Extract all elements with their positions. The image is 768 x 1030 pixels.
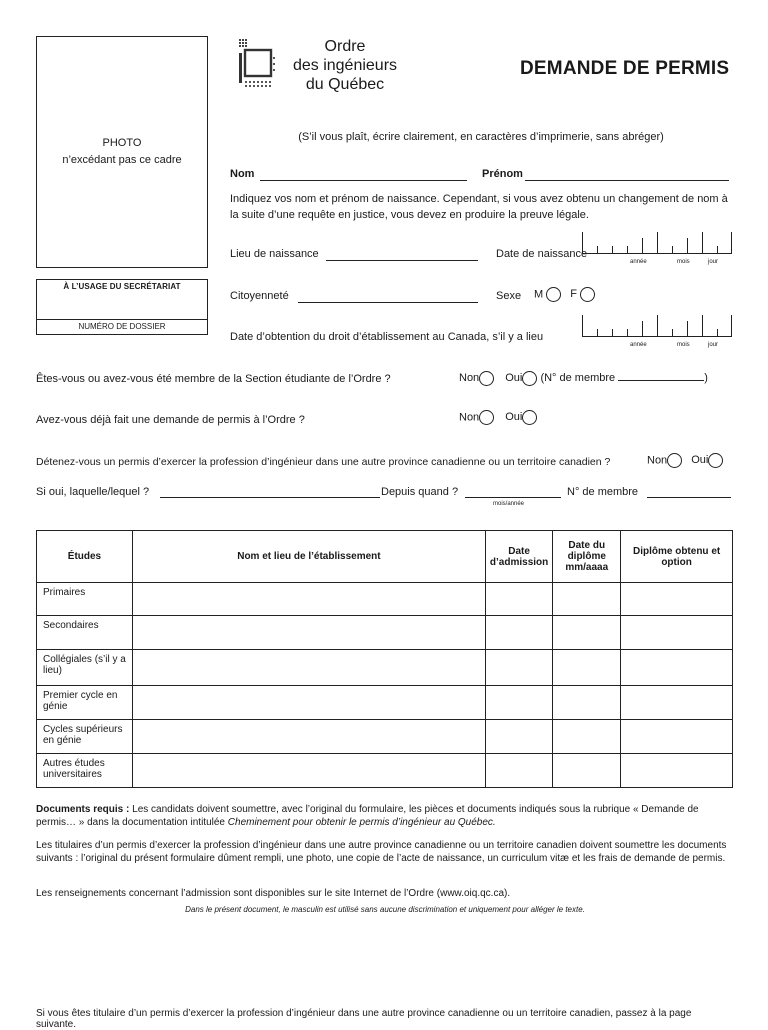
etablissement-cell[interactable] (132, 616, 485, 650)
table-row (37, 720, 733, 754)
date-diplome-cell[interactable] (553, 686, 621, 720)
no-membre-label: N° de membre (567, 486, 639, 498)
prenom-input[interactable] (525, 180, 729, 181)
logo-line-2: des ingénieurs (292, 57, 398, 74)
date-diplome-cell[interactable] (553, 720, 621, 754)
header-date-admission: Date d’admission (485, 531, 552, 583)
q2-oui-label: Oui (505, 411, 523, 424)
question-section-etudiante: Êtes-vous ou avez-vous été membre de la Section étudiante de l’Ordre ? (36, 373, 391, 385)
renseignements-paragraph: Les renseignements concernant l’admission sont disponibles sur le site Internet de l’Ordre (www.oiq.qc.ca). (36, 888, 511, 899)
sexe-m-label: M (534, 288, 544, 301)
q2-non-radio[interactable] (479, 410, 494, 425)
diplome-cell[interactable] (621, 720, 733, 754)
date-admission-cell[interactable] (485, 720, 552, 754)
question-demande-anterieure: Avez-vous déjà fait une demande de permis à l’Ordre ? (36, 414, 305, 426)
photo-instructions (37, 135, 207, 169)
row-label: Primaires (37, 583, 133, 616)
q3-non-radio[interactable] (667, 453, 682, 468)
table-row (37, 754, 733, 788)
diplome-cell[interactable] (621, 650, 733, 686)
date-diplome-cell[interactable] (553, 616, 621, 650)
table-row (37, 616, 733, 650)
q3-non-label: Non (647, 454, 668, 467)
depuis-input[interactable] (465, 484, 561, 498)
nom-label: Nom (230, 168, 255, 180)
documents-requis-paragraph (36, 804, 734, 829)
laquelle-label: Si oui, laquelle/lequel ? (36, 486, 150, 498)
etablissement-cell[interactable] (132, 686, 485, 720)
instruction-text: (S’il vous plaît, écrire clairement, en caractères d’imprimerie, sans abréger) (298, 131, 664, 143)
titulaires-paragraph: Les titulaires d’un permis d’exercer la profession d’ingénieur dans une autre province canadienne ou un territoire canadien doivent soumettre les documents suivants : l’original du présent formulaire dûment rempli, une photo, une copie de l’acte de naissance, un curriculum vitæ et les frais de demande de permis. (36, 840, 727, 864)
header-diplome-option: Diplôme obtenu et option (621, 531, 733, 583)
q1-member-no-close: ) (704, 372, 708, 384)
q1-oui-radio[interactable] (522, 371, 537, 386)
prenom-label: Prénom (482, 168, 523, 180)
documents-requis-label: Documents requis : (36, 804, 130, 815)
q1-oui-label: Oui (505, 372, 523, 384)
etablissement-cell[interactable] (132, 720, 485, 754)
q2-options (459, 410, 537, 425)
photo-size-note: n’excédant pas ce cadre (62, 154, 182, 166)
row-label: Collégiales (s’il y a lieu) (37, 650, 133, 686)
date-admission-cell[interactable] (485, 754, 552, 788)
date-diplome-cell[interactable] (553, 583, 621, 616)
mois-label: mois (677, 259, 690, 265)
diplome-cell[interactable] (621, 583, 733, 616)
mois-annee-label: mois/année (493, 501, 525, 507)
date-diplome-cell[interactable] (553, 754, 621, 788)
logo-line-3: du Québec (305, 76, 385, 93)
cheminement-title: Cheminement pour obtenir le permis d’ingénieur au Québec. (227, 816, 496, 828)
no-membre-input[interactable] (647, 484, 731, 498)
diplome-cell[interactable] (621, 686, 733, 720)
depuis-label: Depuis quand ? (381, 486, 459, 498)
sexe-label: Sexe (496, 290, 522, 302)
date-diplome-cell[interactable] (553, 650, 621, 686)
ordre-logo-icon (237, 37, 275, 93)
date-admission-cell[interactable] (485, 650, 552, 686)
sexe-options (534, 287, 595, 302)
q2-oui-radio[interactable] (522, 410, 537, 425)
date-etablissement-input[interactable] (582, 321, 732, 348)
page-title: DEMANDE DE PERMIS (520, 58, 730, 79)
q3-options (647, 453, 723, 468)
diplome-cell[interactable] (621, 754, 733, 788)
row-label: Autres études universitaires (37, 754, 133, 788)
diplome-cell[interactable] (621, 616, 733, 650)
studies-table (36, 530, 733, 788)
lieu-naissance-input[interactable] (326, 246, 478, 261)
file-number-label: NUMÉRO DE DOSSIER (37, 319, 207, 334)
date-naissance-label: Date de naissance (496, 248, 588, 260)
table-row (37, 650, 733, 686)
q1-member-no-input[interactable] (618, 370, 704, 381)
footer-next-page-note: Si vous êtes titulaire d’un permis d’exercer la profession d’ingénieur dans une autre province canadienne ou un territoire canadien, passez à la page suivante. (36, 1008, 692, 1030)
question-permis-autre-province: Détenez-vous un permis d’exercer la profession d’ingénieur dans une autre province canadienne ou un territoire canadien ? (36, 456, 611, 468)
annee-label: année (630, 259, 647, 265)
gender-note: Dans le présent document, le masculin est utilisé sans aucune discrimination et uniquement pour alléger le texte. (185, 905, 585, 914)
header-date-diplome: Date du diplôme mm/aaaa (553, 531, 621, 583)
q1-options (459, 370, 708, 386)
laquelle-input[interactable] (160, 484, 380, 498)
date-etablissement-label: Date d’obtention du droit d’établissement au Canada, s’il y a lieu (230, 331, 544, 343)
header-etablissement: Nom et lieu de l’établissement (132, 531, 485, 583)
citoyennete-label: Citoyenneté (230, 290, 289, 302)
q3-oui-label: Oui (691, 454, 709, 467)
row-label: Cycles supérieurs en génie (37, 720, 133, 754)
table-row (37, 686, 733, 720)
q3-oui-radio[interactable] (708, 453, 723, 468)
name-row (230, 168, 734, 184)
row-label: Secondaires (37, 616, 133, 650)
table-row (37, 583, 733, 616)
mois-label: mois (677, 342, 690, 348)
photo-label: PHOTO (102, 137, 142, 149)
nom-input[interactable] (260, 180, 467, 181)
sexe-f-radio[interactable] (580, 287, 595, 302)
q2-non-label: Non (459, 411, 480, 424)
etablissement-cell[interactable] (132, 650, 485, 686)
date-admission-cell[interactable] (485, 686, 552, 720)
date-admission-cell[interactable] (485, 616, 552, 650)
jour-label: jour (708, 342, 719, 348)
citoyennete-input[interactable] (298, 288, 478, 303)
name-note: Indiquez vos nom et prénom de naissance. Cependant, si vous avez obtenu un changement de nom à la suite d’une requête en justice, vous devez en produire la preuve légale. (230, 193, 728, 221)
q1-member-no-label: (N° de membre (540, 372, 616, 384)
jour-label: jour (708, 259, 719, 265)
sexe-m-radio[interactable] (546, 287, 561, 302)
logo-line-1: Ordre (324, 38, 366, 55)
secretariat-box (36, 279, 208, 335)
date-naissance-input[interactable] (582, 238, 732, 265)
secretariat-title: À L’USAGE DU SECRÉTARIAT (63, 282, 181, 291)
q1-non-radio[interactable] (479, 371, 494, 386)
annee-label: année (630, 342, 647, 348)
documents-requis-text: Les candidats doivent soumettre, avec l’original du formulaire, les pièces et documents indiqués sous la rubrique « Demande de permis… » dans la documentation intitulée (36, 804, 699, 828)
sexe-f-label: F (570, 288, 578, 301)
lieu-naissance-label: Lieu de naissance (230, 248, 319, 260)
q1-non-label: Non (459, 372, 480, 384)
row-label: Premier cycle en génie (37, 686, 133, 720)
header-etudes: Études (37, 531, 133, 583)
photo-frame (36, 36, 208, 268)
date-admission-cell[interactable] (485, 583, 552, 616)
etablissement-cell[interactable] (132, 754, 485, 788)
etablissement-cell[interactable] (132, 583, 485, 616)
ordre-logo-text (283, 37, 407, 94)
